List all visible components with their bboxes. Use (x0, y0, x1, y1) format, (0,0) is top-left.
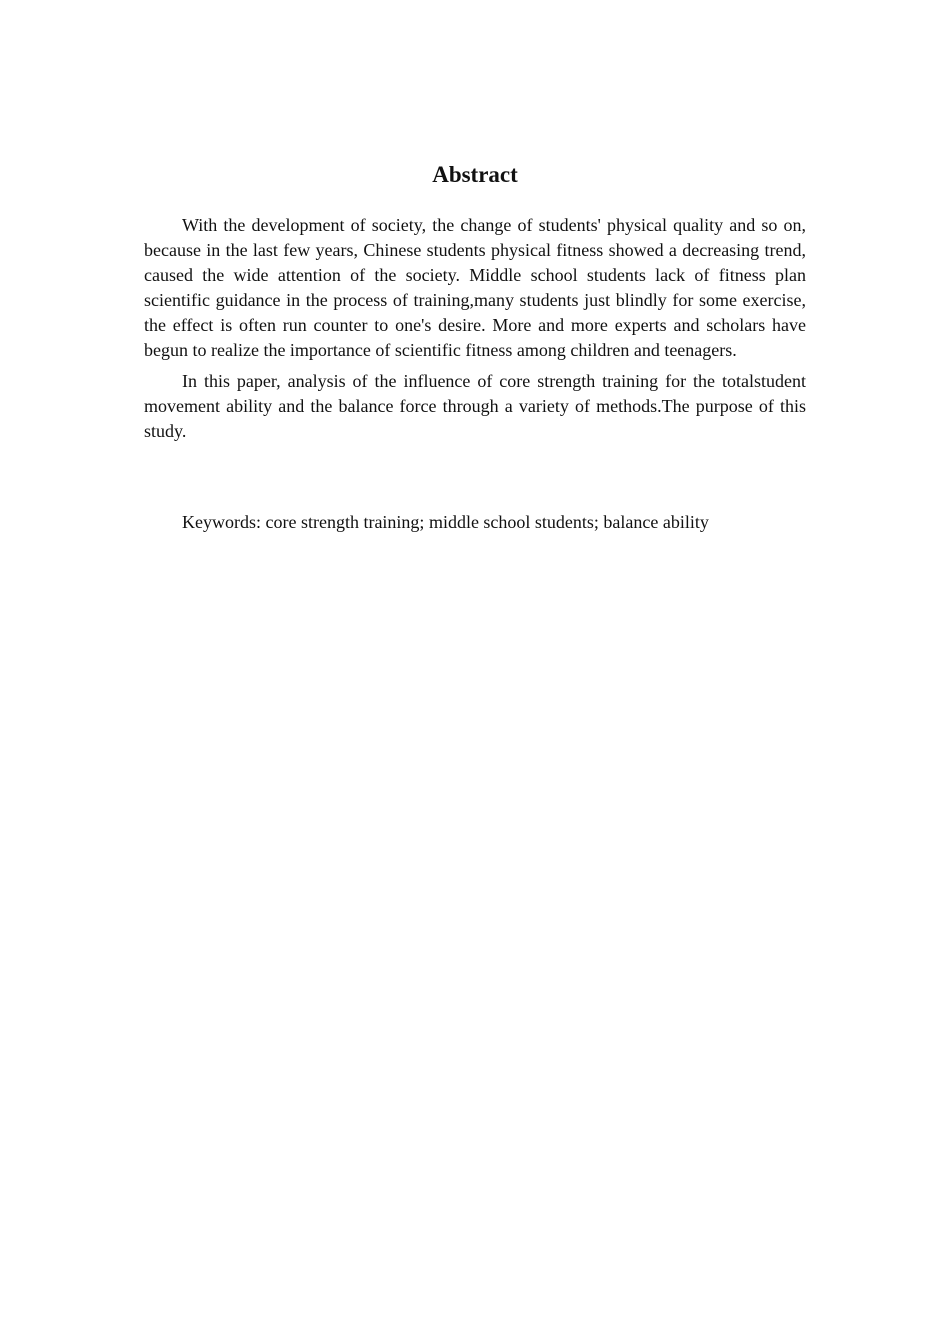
abstract-body (144, 213, 806, 450)
abstract-title: Abstract (432, 162, 518, 187)
abstract-paragraph-2: In this paper, analysis of the influence of core strength training for the totalstudent movement ability and the balance force through a variety of methods.The purpose of this study. (144, 371, 806, 441)
keywords-line: Keywords: core strength training; middle school students; balance ability (182, 512, 709, 532)
abstract-paragraph-1: With the development of society, the change of students' physical quality and so on, because in the last few years, Chinese students physical fitness showed a decreasing trend, caused the wide attention of the society. Middle school students lack of fitness plan scientific guidance in the process of training,many students just blindly for some exercise, the effect is often run counter to one's desire. More and more experts and scholars have begun to realize the importance of scientific fitness among children and teenagers. (144, 215, 806, 360)
